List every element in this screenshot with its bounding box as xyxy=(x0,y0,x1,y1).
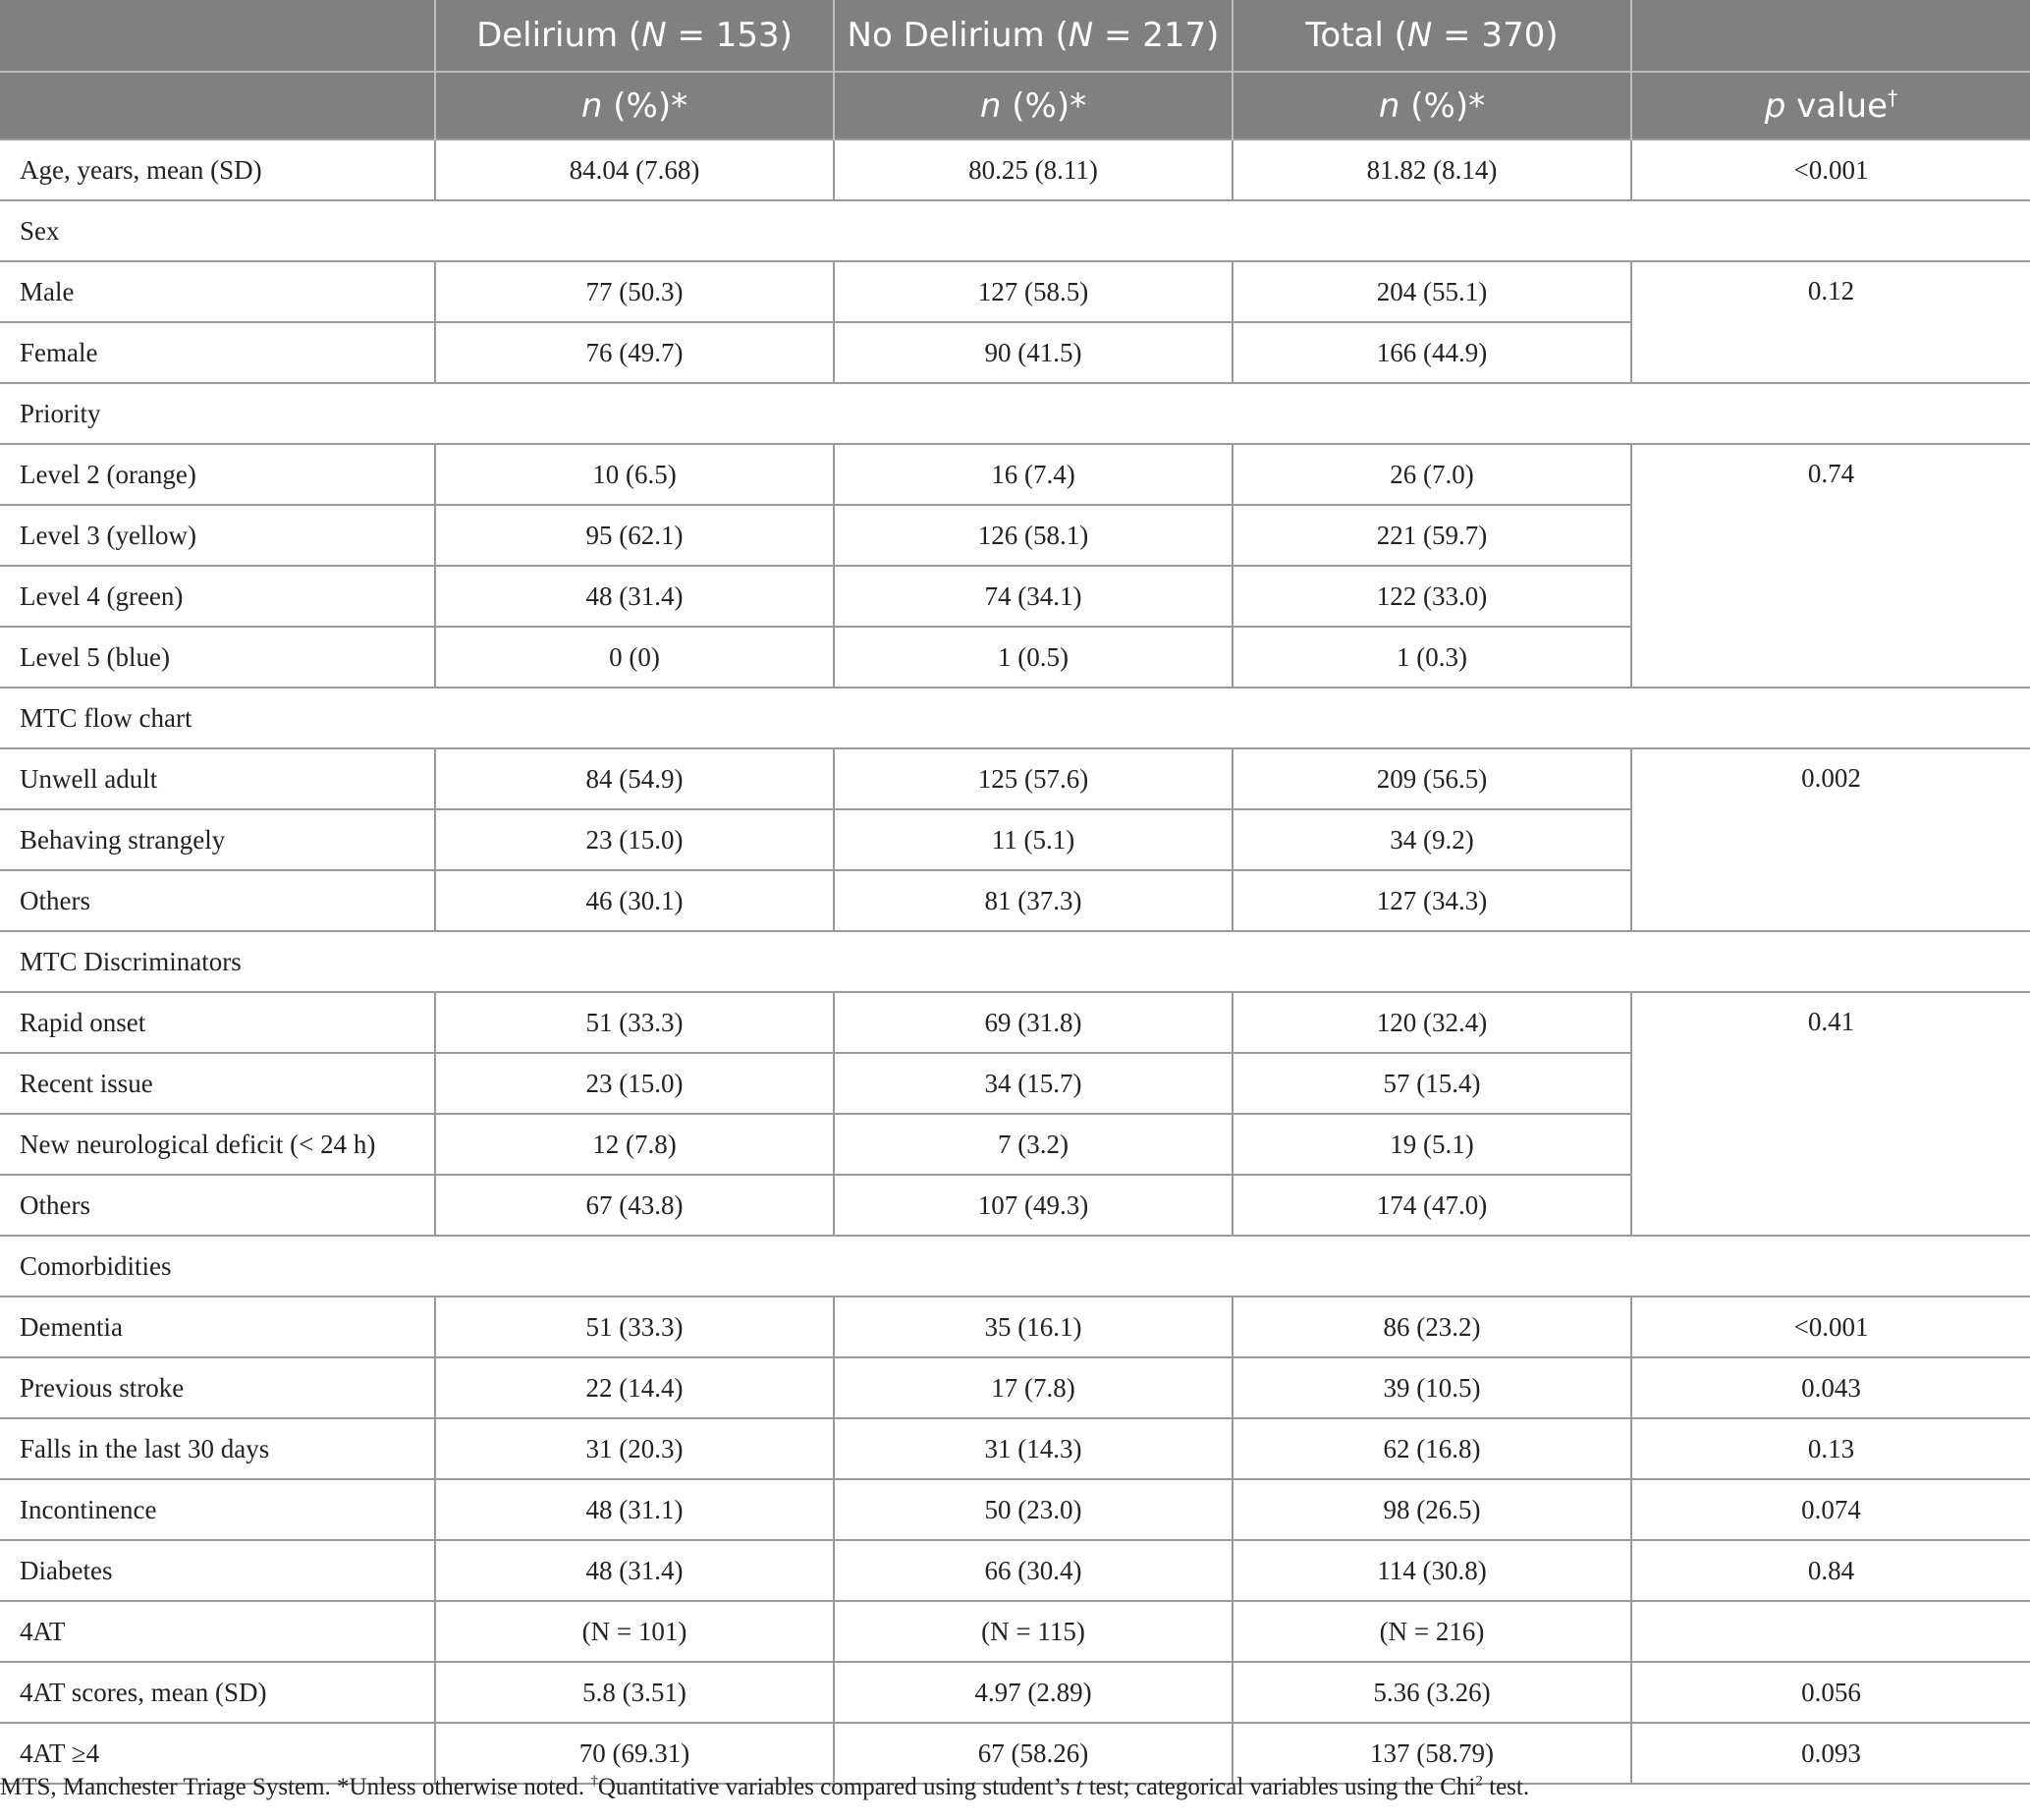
cell-pvalue: 0.093 xyxy=(1631,1723,2030,1784)
cell-pvalue xyxy=(1631,1601,2030,1662)
header-corner-cell xyxy=(0,0,435,72)
cell-value: 16 (7.4) xyxy=(834,444,1233,505)
cell-value: 5.36 (3.26) xyxy=(1233,1662,1631,1723)
header-pvalue-top xyxy=(1631,0,2030,72)
row-label: Diabetes xyxy=(0,1540,435,1601)
subheader-no-delirium: n (%)* xyxy=(834,72,1233,139)
cell-value: 127 (58.5) xyxy=(834,261,1233,322)
cell-value: 90 (41.5) xyxy=(834,322,1233,383)
row-label: 4AT scores, mean (SD) xyxy=(0,1662,435,1723)
cell-value: 57 (15.4) xyxy=(1233,1053,1631,1114)
cell-value: 51 (33.3) xyxy=(435,992,834,1053)
cell-value: 1 (0.3) xyxy=(1233,627,1631,688)
cell-value: 69 (31.8) xyxy=(834,992,1233,1053)
cell-value: 46 (30.1) xyxy=(435,870,834,931)
row-label: Level 2 (orange) xyxy=(0,444,435,505)
section-label: Sex xyxy=(0,200,2030,261)
cell-pvalue: 0.13 xyxy=(1631,1418,2030,1479)
header-delirium: Delirium (N = 153) xyxy=(435,0,834,72)
row-label: Rapid onset xyxy=(0,992,435,1053)
cell-value: 66 (30.4) xyxy=(834,1540,1233,1601)
row-label: 4AT xyxy=(0,1601,435,1662)
cell-pvalue: <0.001 xyxy=(1631,139,2030,200)
cell-value: 125 (57.6) xyxy=(834,748,1233,809)
row-label: Falls in the last 30 days xyxy=(0,1418,435,1479)
cell-value: 120 (32.4) xyxy=(1233,992,1631,1053)
header-row-subheaders xyxy=(0,72,2030,139)
subheader-corner-cell xyxy=(0,72,435,139)
row-label: Previous stroke xyxy=(0,1357,435,1418)
cell-value: 31 (14.3) xyxy=(834,1418,1233,1479)
cell-value: 126 (58.1) xyxy=(834,505,1233,566)
row-label: Incontinence xyxy=(0,1479,435,1540)
cell-value: 127 (34.3) xyxy=(1233,870,1631,931)
cell-value: 31 (20.3) xyxy=(435,1418,834,1479)
cell-value: 204 (55.1) xyxy=(1233,261,1631,322)
cell-value: 0 (0) xyxy=(435,627,834,688)
header-row-groups xyxy=(0,0,2030,72)
cell-value: 137 (58.79) xyxy=(1233,1723,1631,1784)
cell-value: 17 (7.8) xyxy=(834,1357,1233,1418)
cell-value: 174 (47.0) xyxy=(1233,1175,1631,1236)
cell-value: 84 (54.9) xyxy=(435,748,834,809)
cell-value: 114 (30.8) xyxy=(1233,1540,1631,1601)
row-label: Others xyxy=(0,1175,435,1236)
cell-value: 209 (56.5) xyxy=(1233,748,1631,809)
table-row xyxy=(0,992,2030,1053)
section-row xyxy=(0,200,2030,261)
row-label: Dementia xyxy=(0,1296,435,1357)
cell-value: 48 (31.4) xyxy=(435,566,834,627)
cell-value: 77 (50.3) xyxy=(435,261,834,322)
cell-value: (N = 115) xyxy=(834,1601,1233,1662)
cell-value: 1 (0.5) xyxy=(834,627,1233,688)
cell-value: 62 (16.8) xyxy=(1233,1418,1631,1479)
cell-value: (N = 216) xyxy=(1233,1601,1631,1662)
table-row xyxy=(0,1540,2030,1601)
cell-pvalue: 0.84 xyxy=(1631,1540,2030,1601)
cell-pvalue: 0.74 xyxy=(1631,444,2030,688)
cell-pvalue: 0.002 xyxy=(1631,748,2030,931)
table-row xyxy=(0,1479,2030,1540)
cell-value: 4.97 (2.89) xyxy=(834,1662,1233,1723)
cell-value: 51 (33.3) xyxy=(435,1296,834,1357)
row-label: Others xyxy=(0,870,435,931)
cell-value: 50 (23.0) xyxy=(834,1479,1233,1540)
subheader-pvalue: p value† xyxy=(1631,72,2030,139)
cell-value: 81.82 (8.14) xyxy=(1233,139,1631,200)
table-header xyxy=(0,0,2030,139)
cell-value: 7 (3.2) xyxy=(834,1114,1233,1175)
row-label: Level 4 (green) xyxy=(0,566,435,627)
cell-value: 67 (43.8) xyxy=(435,1175,834,1236)
cell-value: 74 (34.1) xyxy=(834,566,1233,627)
table-row xyxy=(0,139,2030,200)
cell-value: 35 (16.1) xyxy=(834,1296,1233,1357)
table-footnote: MTS, Manchester Triage System. *Unless otherwise noted. †Quantitative variables compared using student’s t test; categorical variables using the Chi$^2$ test. xyxy=(0,1773,1530,1800)
cell-value: 81 (37.3) xyxy=(834,870,1233,931)
cell-value: 5.8 (3.51) xyxy=(435,1662,834,1723)
row-label: Recent issue xyxy=(0,1053,435,1114)
cell-value: 48 (31.1) xyxy=(435,1479,834,1540)
cell-pvalue: 0.056 xyxy=(1631,1662,2030,1723)
row-label: Behaving strangely xyxy=(0,809,435,870)
cell-pvalue: <0.001 xyxy=(1631,1296,2030,1357)
section-label: Priority xyxy=(0,383,2030,444)
table-row xyxy=(0,1357,2030,1418)
cell-value: 76 (49.7) xyxy=(435,322,834,383)
table-row xyxy=(0,1418,2030,1479)
cell-value: 11 (5.1) xyxy=(834,809,1233,870)
cell-value: 22 (14.4) xyxy=(435,1357,834,1418)
cell-pvalue: 0.043 xyxy=(1631,1357,2030,1418)
subheader-total: n (%)* xyxy=(1233,72,1631,139)
table-body xyxy=(0,139,2030,1784)
row-label: Level 3 (yellow) xyxy=(0,505,435,566)
table-row xyxy=(0,1296,2030,1357)
cell-value: 95 (62.1) xyxy=(435,505,834,566)
cell-value: 221 (59.7) xyxy=(1233,505,1631,566)
table-row xyxy=(0,261,2030,322)
table-row xyxy=(0,1662,2030,1723)
cell-pvalue: 0.41 xyxy=(1631,992,2030,1236)
section-label: Comorbidities xyxy=(0,1236,2030,1296)
cell-value: 34 (15.7) xyxy=(834,1053,1233,1114)
row-label: Age, years, mean (SD) xyxy=(0,139,435,200)
cell-value: 23 (15.0) xyxy=(435,809,834,870)
cell-value: 166 (44.9) xyxy=(1233,322,1631,383)
header-no-delirium: No Delirium (N = 217) xyxy=(834,0,1233,72)
cell-value: 107 (49.3) xyxy=(834,1175,1233,1236)
row-label: Unwell adult xyxy=(0,748,435,809)
section-row xyxy=(0,688,2030,748)
cell-value: 80.25 (8.11) xyxy=(834,139,1233,200)
cell-value: 10 (6.5) xyxy=(435,444,834,505)
cell-value: 34 (9.2) xyxy=(1233,809,1631,870)
row-label: Level 5 (blue) xyxy=(0,627,435,688)
cell-value: 84.04 (7.68) xyxy=(435,139,834,200)
cell-pvalue: 0.074 xyxy=(1631,1479,2030,1540)
cell-value: 12 (7.8) xyxy=(435,1114,834,1175)
section-row xyxy=(0,931,2030,992)
cell-pvalue: 0.12 xyxy=(1631,261,2030,383)
subheader-delirium: n (%)* xyxy=(435,72,834,139)
table-row xyxy=(0,1601,2030,1662)
cell-value: (N = 101) xyxy=(435,1601,834,1662)
row-label: 4AT ≥4 xyxy=(0,1723,435,1784)
cell-value: 86 (23.2) xyxy=(1233,1296,1631,1357)
row-label: Male xyxy=(0,261,435,322)
cell-value: 26 (7.0) xyxy=(1233,444,1631,505)
section-row xyxy=(0,1236,2030,1296)
cell-value: 70 (69.31) xyxy=(435,1723,834,1784)
cell-value: 23 (15.0) xyxy=(435,1053,834,1114)
cell-value: 122 (33.0) xyxy=(1233,566,1631,627)
section-row xyxy=(0,383,2030,444)
table-row xyxy=(0,748,2030,809)
cell-value: 48 (31.4) xyxy=(435,1540,834,1601)
section-label: MTC flow chart xyxy=(0,688,2030,748)
cell-value: 39 (10.5) xyxy=(1233,1357,1631,1418)
row-label: Female xyxy=(0,322,435,383)
header-total: Total (N = 370) xyxy=(1233,0,1631,72)
section-label: MTC Discriminators xyxy=(0,931,2030,992)
cell-value: 67 (58.26) xyxy=(834,1723,1233,1784)
cell-value: 98 (26.5) xyxy=(1233,1479,1631,1540)
cell-value: 19 (5.1) xyxy=(1233,1114,1631,1175)
row-label: New neurological deficit (< 24 h) xyxy=(0,1114,435,1175)
table-row xyxy=(0,444,2030,505)
